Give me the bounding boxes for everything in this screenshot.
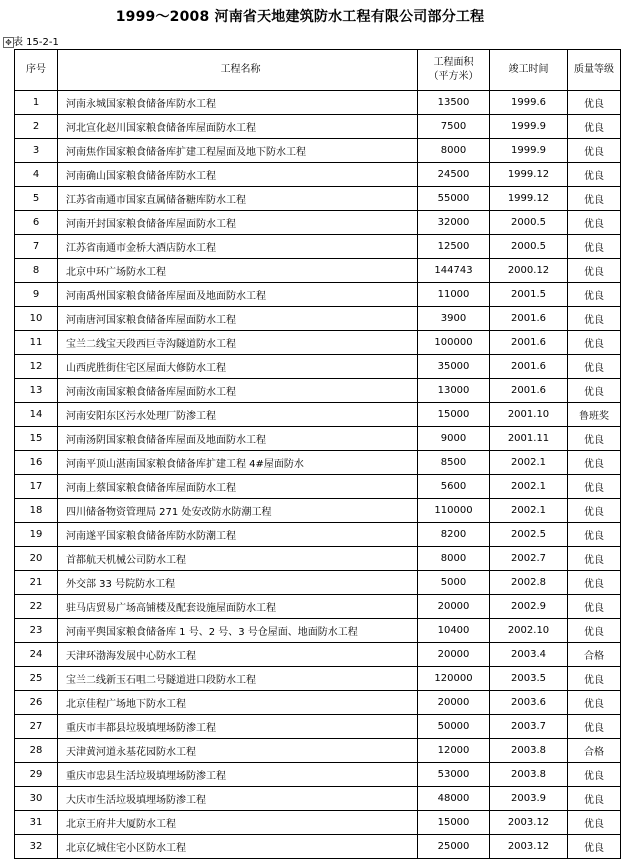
area-cell: 20000 <box>418 643 490 667</box>
row-no-cell: 20 <box>15 547 58 571</box>
quality-grade-cell: 优良 <box>568 547 621 571</box>
quality-grade-cell: 优良 <box>568 355 621 379</box>
area-cell: 35000 <box>418 355 490 379</box>
table-row <box>15 475 621 499</box>
table-row <box>15 787 621 811</box>
quality-grade-cell: 优良 <box>568 523 621 547</box>
area-cell: 8000 <box>418 139 490 163</box>
completion-date-cell: 2001.11 <box>490 427 568 451</box>
row-no-cell: 8 <box>15 259 58 283</box>
table-row <box>15 715 621 739</box>
completion-date-cell: 2002.1 <box>490 451 568 475</box>
project-name-cell: 外交部 33 号院防水工程 <box>58 571 418 595</box>
project-name-cell: 河南上蔡国家粮食储备库屋面防水工程 <box>58 475 418 499</box>
area-cell: 25000 <box>418 835 490 859</box>
row-no-cell: 17 <box>15 475 58 499</box>
completion-date-cell: 2002.8 <box>490 571 568 595</box>
row-no-cell: 29 <box>15 763 58 787</box>
quality-grade-cell: 优良 <box>568 427 621 451</box>
completion-date-cell: 2000.5 <box>490 235 568 259</box>
quality-grade-cell: 优良 <box>568 499 621 523</box>
project-name-cell: 河南汤阴国家粮食储备库屋面及地面防水工程 <box>58 427 418 451</box>
area-cell: 20000 <box>418 595 490 619</box>
project-name-cell: 北京王府井大厦防水工程 <box>58 811 418 835</box>
table-move-handle-icon[interactable]: ✥ <box>3 37 14 48</box>
completion-date-cell: 2003.6 <box>490 691 568 715</box>
area-cell: 8200 <box>418 523 490 547</box>
row-no-cell: 22 <box>15 595 58 619</box>
project-name-cell: 宝兰二线宝天段西巨寺沟隧道防水工程 <box>58 331 418 355</box>
area-cell: 12500 <box>418 235 490 259</box>
table-row <box>15 427 621 451</box>
row-no-cell: 15 <box>15 427 58 451</box>
project-name-cell: 河南遂平国家粮食储备库防水防潮工程 <box>58 523 418 547</box>
area-cell: 15000 <box>418 811 490 835</box>
table-row <box>15 163 621 187</box>
row-no-cell: 13 <box>15 379 58 403</box>
quality-grade-cell: 优良 <box>568 595 621 619</box>
table-row <box>15 355 621 379</box>
quality-grade-cell: 优良 <box>568 835 621 859</box>
completion-date-cell: 2003.4 <box>490 643 568 667</box>
projects-table <box>14 49 621 859</box>
header-area-line1: 工程面积 <box>433 57 474 68</box>
completion-date-cell: 2002.5 <box>490 523 568 547</box>
table-row <box>15 235 621 259</box>
table-label: 表 15-2-1 <box>13 37 59 48</box>
completion-date-cell: 2002.9 <box>490 595 568 619</box>
table-row <box>15 331 621 355</box>
quality-grade-cell: 优良 <box>568 211 621 235</box>
table-row <box>15 739 621 763</box>
project-name-cell: 天津黄河道永基花园防水工程 <box>58 739 418 763</box>
quality-grade-cell: 优良 <box>568 451 621 475</box>
table-row <box>15 523 621 547</box>
project-name-cell: 大庆市生活垃圾填埋场防渗工程 <box>58 787 418 811</box>
header-area <box>418 50 490 91</box>
completion-date-cell: 2002.10 <box>490 619 568 643</box>
quality-grade-cell: 优良 <box>568 379 621 403</box>
project-name-cell: 江苏省南通市国家直属储备糖库防水工程 <box>58 187 418 211</box>
area-cell: 5600 <box>418 475 490 499</box>
completion-date-cell: 2001.6 <box>490 307 568 331</box>
project-name-cell: 河北宣化赵川国家粮食储备库屋面防水工程 <box>58 115 418 139</box>
row-no-cell: 19 <box>15 523 58 547</box>
quality-grade-cell: 合格 <box>568 643 621 667</box>
quality-grade-cell: 优良 <box>568 235 621 259</box>
completion-date-cell: 2003.5 <box>490 667 568 691</box>
quality-grade-cell: 优良 <box>568 307 621 331</box>
area-cell: 32000 <box>418 211 490 235</box>
project-name-cell: 驻马店贸易广场高铺楼及配套设施屋面防水工程 <box>58 595 418 619</box>
area-cell: 55000 <box>418 187 490 211</box>
row-no-cell: 9 <box>15 283 58 307</box>
row-no-cell: 10 <box>15 307 58 331</box>
area-cell: 144743 <box>418 259 490 283</box>
row-no-cell: 4 <box>15 163 58 187</box>
table-row <box>15 619 621 643</box>
project-name-cell: 北京亿城住宅小区防水工程 <box>58 835 418 859</box>
project-name-cell: 河南永城国家粮食储备库防水工程 <box>58 91 418 115</box>
area-cell: 9000 <box>418 427 490 451</box>
row-no-cell: 21 <box>15 571 58 595</box>
row-no-cell: 26 <box>15 691 58 715</box>
completion-date-cell: 2000.12 <box>490 259 568 283</box>
area-cell: 110000 <box>418 499 490 523</box>
project-name-cell: 重庆市丰都县垃圾填埋场防渗工程 <box>58 715 418 739</box>
table-row <box>15 691 621 715</box>
area-cell: 8500 <box>418 451 490 475</box>
row-no-cell: 6 <box>15 211 58 235</box>
completion-date-cell: 2001.10 <box>490 403 568 427</box>
project-name-cell: 山西虎胜街住宅区屋面大修防水工程 <box>58 355 418 379</box>
project-name-cell: 河南平顶山湛南国家粮食储备库扩建工程 4#屋面防水 <box>58 451 418 475</box>
area-cell: 100000 <box>418 331 490 355</box>
row-no-cell: 23 <box>15 619 58 643</box>
area-cell: 5000 <box>418 571 490 595</box>
table-row <box>15 115 621 139</box>
row-no-cell: 1 <box>15 91 58 115</box>
area-cell: 12000 <box>418 739 490 763</box>
area-cell: 8000 <box>418 547 490 571</box>
table-row <box>15 139 621 163</box>
quality-grade-cell: 合格 <box>568 739 621 763</box>
row-no-cell: 12 <box>15 355 58 379</box>
quality-grade-cell: 优良 <box>568 787 621 811</box>
quality-grade-cell: 优良 <box>568 259 621 283</box>
table-row <box>15 307 621 331</box>
project-name-cell: 北京中环广场防水工程 <box>58 259 418 283</box>
header-no: 序号 <box>15 50 58 91</box>
quality-grade-cell: 优良 <box>568 763 621 787</box>
area-cell: 3900 <box>418 307 490 331</box>
table-row <box>15 643 621 667</box>
header-area-line2: （平方米） <box>428 71 479 82</box>
area-cell: 20000 <box>418 691 490 715</box>
table-row <box>15 451 621 475</box>
table-row <box>15 259 621 283</box>
table-row <box>15 835 621 859</box>
table-row <box>15 763 621 787</box>
row-no-cell: 32 <box>15 835 58 859</box>
project-name-cell: 河南禹州国家粮食储备库屋面及地面防水工程 <box>58 283 418 307</box>
area-cell: 24500 <box>418 163 490 187</box>
table-row <box>15 403 621 427</box>
table-row <box>15 547 621 571</box>
area-cell: 13000 <box>418 379 490 403</box>
project-name-cell: 河南平舆国家粮食储备库 1 号、2 号、3 号仓屋面、地面防水工程 <box>58 619 418 643</box>
row-no-cell: 24 <box>15 643 58 667</box>
row-no-cell: 18 <box>15 499 58 523</box>
completion-date-cell: 2001.6 <box>490 355 568 379</box>
table-row <box>15 187 621 211</box>
row-no-cell: 25 <box>15 667 58 691</box>
row-no-cell: 14 <box>15 403 58 427</box>
project-name-cell: 河南开封国家粮食储备库屋面防水工程 <box>58 211 418 235</box>
completion-date-cell: 2003.8 <box>490 763 568 787</box>
row-no-cell: 2 <box>15 115 58 139</box>
document-title: 1999～2008 河南省天地建筑防水工程有限公司部分工程 <box>115 9 485 25</box>
completion-date-cell: 1999.12 <box>490 187 568 211</box>
project-name-cell: 河南汝南国家粮食储备库屋面防水工程 <box>58 379 418 403</box>
completion-date-cell: 1999.9 <box>490 115 568 139</box>
row-no-cell: 5 <box>15 187 58 211</box>
completion-date-cell: 2001.5 <box>490 283 568 307</box>
row-no-cell: 11 <box>15 331 58 355</box>
project-name-cell: 河南唐河国家粮食储备库屋面防水工程 <box>58 307 418 331</box>
completion-date-cell: 1999.6 <box>490 91 568 115</box>
area-cell: 13500 <box>418 91 490 115</box>
row-no-cell: 28 <box>15 739 58 763</box>
row-no-cell: 30 <box>15 787 58 811</box>
table-row <box>15 595 621 619</box>
row-no-cell: 7 <box>15 235 58 259</box>
table-row <box>15 499 621 523</box>
completion-date-cell: 2003.9 <box>490 787 568 811</box>
completion-date-cell: 2001.6 <box>490 379 568 403</box>
quality-grade-cell: 优良 <box>568 691 621 715</box>
project-name-cell: 重庆市忠县生活垃圾填埋场防渗工程 <box>58 763 418 787</box>
area-cell: 7500 <box>418 115 490 139</box>
header-grade: 质量等级 <box>568 50 621 91</box>
area-cell: 50000 <box>418 715 490 739</box>
quality-grade-cell: 优良 <box>568 91 621 115</box>
quality-grade-cell: 优良 <box>568 187 621 211</box>
completion-date-cell: 2002.1 <box>490 499 568 523</box>
completion-date-cell: 2003.7 <box>490 715 568 739</box>
table-row <box>15 667 621 691</box>
quality-grade-cell: 优良 <box>568 283 621 307</box>
header-name: 工程名称 <box>58 50 418 91</box>
quality-grade-cell: 优良 <box>568 475 621 499</box>
quality-grade-cell: 优良 <box>568 571 621 595</box>
area-cell: 11000 <box>418 283 490 307</box>
quality-grade-cell: 优良 <box>568 619 621 643</box>
quality-grade-cell: 优良 <box>568 163 621 187</box>
project-name-cell: 首都航天机械公司防水工程 <box>58 547 418 571</box>
table-row <box>15 211 621 235</box>
project-name-cell: 宝兰二线新玉石咀二号隧道进口段防水工程 <box>58 667 418 691</box>
row-no-cell: 31 <box>15 811 58 835</box>
completion-date-cell: 2003.12 <box>490 835 568 859</box>
row-no-cell: 16 <box>15 451 58 475</box>
table-row <box>15 283 621 307</box>
quality-grade-cell: 优良 <box>568 667 621 691</box>
project-name-cell: 江苏省南通市金桥大酒店防水工程 <box>58 235 418 259</box>
row-no-cell: 27 <box>15 715 58 739</box>
table-row <box>15 811 621 835</box>
completion-date-cell: 2003.12 <box>490 811 568 835</box>
area-cell: 120000 <box>418 667 490 691</box>
project-name-cell: 河南焦作国家粮食储备库扩建工程屋面及地下防水工程 <box>58 139 418 163</box>
quality-grade-cell: 优良 <box>568 811 621 835</box>
completion-date-cell: 1999.12 <box>490 163 568 187</box>
area-cell: 48000 <box>418 787 490 811</box>
completion-date-cell: 2002.7 <box>490 547 568 571</box>
quality-grade-cell: 优良 <box>568 715 621 739</box>
completion-date-cell: 2001.6 <box>490 331 568 355</box>
project-name-cell: 河南确山国家粮食储备库防水工程 <box>58 163 418 187</box>
table-row <box>15 379 621 403</box>
header-date: 竣工时间 <box>490 50 568 91</box>
table-row <box>15 571 621 595</box>
completion-date-cell: 2003.8 <box>490 739 568 763</box>
project-name-cell: 四川储备物资管理局 271 处安改防水防潮工程 <box>58 499 418 523</box>
completion-date-cell: 2002.1 <box>490 475 568 499</box>
area-cell: 53000 <box>418 763 490 787</box>
row-no-cell: 3 <box>15 139 58 163</box>
quality-grade-cell: 优良 <box>568 331 621 355</box>
completion-date-cell: 1999.9 <box>490 139 568 163</box>
area-cell: 10400 <box>418 619 490 643</box>
project-name-cell: 北京佳程广场地下防水工程 <box>58 691 418 715</box>
table-header-row <box>15 50 621 91</box>
quality-grade-cell: 鲁班奖 <box>568 403 621 427</box>
table-row <box>15 91 621 115</box>
project-name-cell: 天津环渤海发展中心防水工程 <box>58 643 418 667</box>
quality-grade-cell: 优良 <box>568 115 621 139</box>
quality-grade-cell: 优良 <box>568 139 621 163</box>
area-cell: 15000 <box>418 403 490 427</box>
completion-date-cell: 2000.5 <box>490 211 568 235</box>
project-name-cell: 河南安阳东区污水处理厂防渗工程 <box>58 403 418 427</box>
